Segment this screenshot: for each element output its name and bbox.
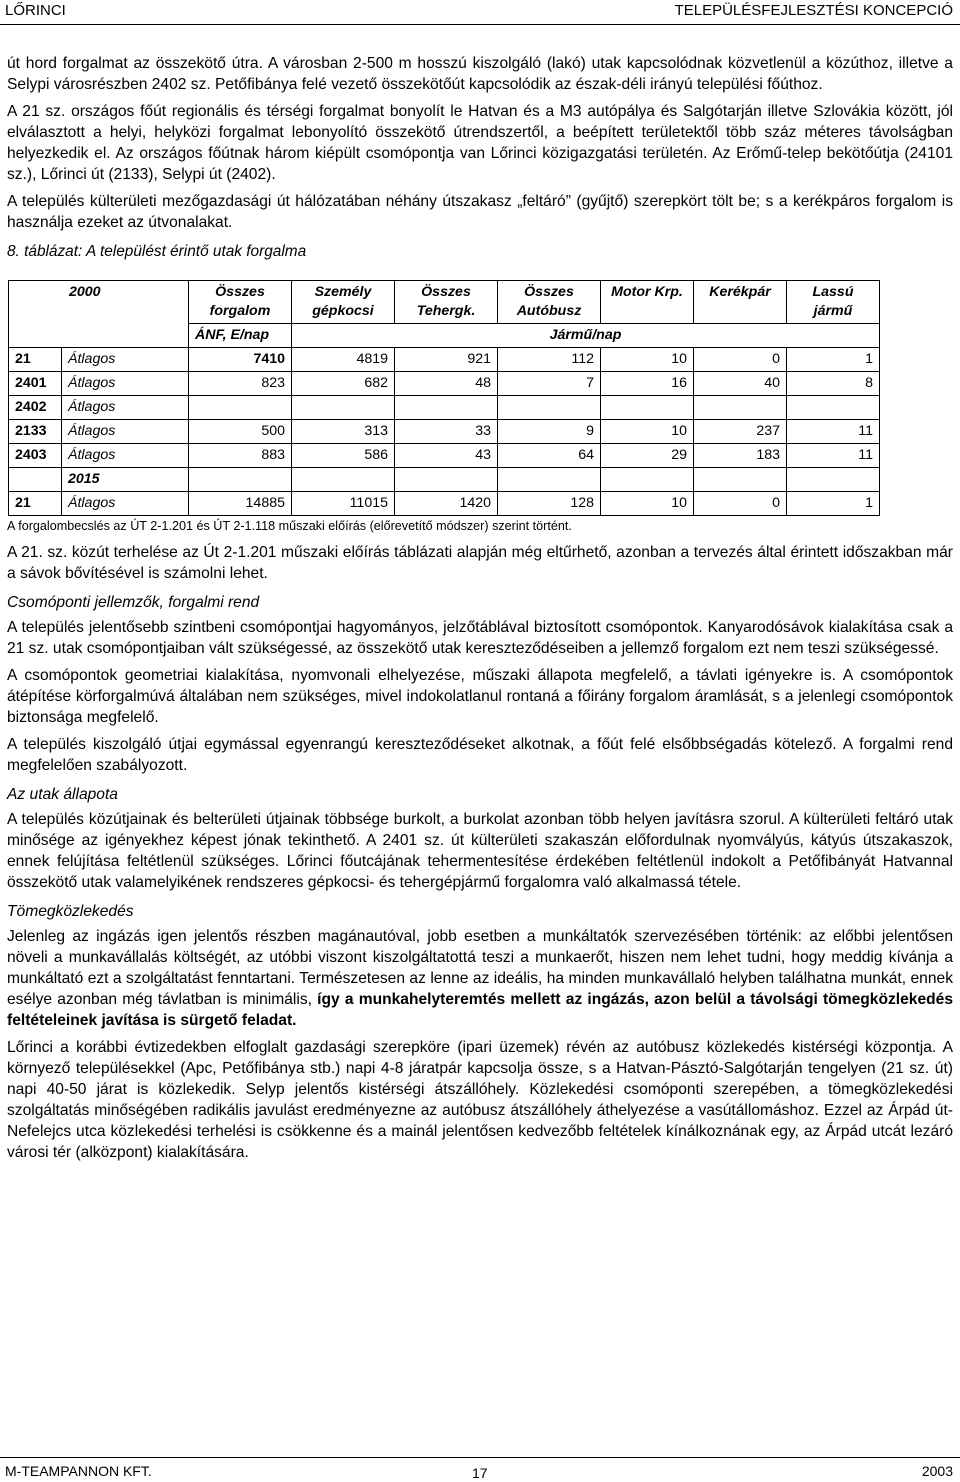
cell-value: 112 xyxy=(498,348,601,372)
road-condition-paragraph: A település közútjainak és belterületi útjainak többsége burkolt, a burkolat azonban több helyen javításra szorul. A külterületi feltáró utak minősége az igényekhez képest jónak tekinthető. A 2401 sz. út külterületi szakaszán előfordulnak nyomvályús, kátyús útszakaszok, ennek felújítása feltétlenül szükséges. Lőrinci főutcájának tehermentesítése érdekében feltétlenül indokolt a Petőfibányát Hatvannal összekötő utak valamelyikének rendszeres gépkocsi- és tehergépjármű forgalomra való alkalmassá tétele. xyxy=(7,811,953,891)
col-car: Személy gépkocsi xyxy=(292,281,395,324)
unit-vehicle: Jármű/nap xyxy=(292,324,880,348)
cell-value: 313 xyxy=(292,420,395,444)
road-number: 2403 xyxy=(9,444,62,468)
road-number: 2133 xyxy=(9,420,62,444)
table-row xyxy=(9,492,880,516)
cell-value: 11 xyxy=(787,444,880,468)
cell-value: 128 xyxy=(498,492,601,516)
cell-value xyxy=(694,396,787,420)
junctions-paragraph-2: A csomópontok geometriai kialakítása, nyomvonali elhelyezése, műszaki állapota megfelelő, a távlati igényekre is. A csomópontok átépítése körforgalmúvá általában nem szükséges, mivel indokolatlanul rontaná a főirány forgalom áramlását, s a jelenlegi csomópontok biztonsága megfelelő. xyxy=(7,667,953,726)
cell-value: 40 xyxy=(694,372,787,396)
cell-value: 10 xyxy=(601,420,694,444)
col-total: Összes forgalom xyxy=(189,281,292,324)
col-slow: Lassú jármű xyxy=(787,281,880,324)
intro-paragraph: út hord forgalmat az összekötő útra. A városban 2-500 m hosszú kiszolgáló (lakó) utak kapcsolódnak közvetlenül a közúthoz, illetve a Selypi városrészben 2402 sz. Petőfibánya felé vezető összekötőút kapcsolódik az észak-déli irányú települési főúthoz. xyxy=(7,55,953,93)
footer-company: M-TEAMPANNON KFT. xyxy=(5,1463,152,1479)
cell-value: 7410 xyxy=(189,348,292,372)
section-title-public-transport: Tömegközlekedés xyxy=(7,903,134,920)
cell-value: 11 xyxy=(787,420,880,444)
traffic-type: Átlagos xyxy=(62,396,189,420)
cell-value: 33 xyxy=(395,420,498,444)
col-motor: Motor Krp. xyxy=(601,281,694,324)
traffic-type: Átlagos xyxy=(62,420,189,444)
cell-value: 682 xyxy=(292,372,395,396)
footer-page-number: 17 xyxy=(472,1465,488,1481)
cell-value: 64 xyxy=(498,444,601,468)
road-load-paragraph: A 21. sz. közút terhelése az Út 2-1.201 műszaki előírás táblázati alapján még eltűrhető, azonban a tervezés által érintett időszakban már a sávok bővítésével is számolni lehet. xyxy=(7,544,953,582)
cell-value: 823 xyxy=(189,372,292,396)
road-number: 2401 xyxy=(9,372,62,396)
header-year-2000: 2000 xyxy=(9,281,189,348)
cell-value xyxy=(395,396,498,420)
public-transport-text: Jelenleg az ingázás igen jelentős részben magánautóval, jobb esetben a munkáltatók szervezésében történik: az előbbi jelentősen növeli a munkavállalás költségét, az utóbbi viszont kiszolgáltatottá teszi a munkaerőt, hiszen nem lehet tudni, hogy meddig kívánja a munkáltató ezt a szolgáltatást fenntartani. Természetesen az lenne az ideális, ha minden munkavállaló helyben találhatna munkát, ennek esélye azonban még távlatban is minimális, xyxy=(7,928,953,1008)
section-title-road-condition: Az utak állapota xyxy=(7,786,118,803)
table-caption: 8. táblázat: A települést érintő utak forgalma xyxy=(7,243,307,260)
cell-value: 8 xyxy=(787,372,880,396)
traffic-type: Átlagos xyxy=(62,348,189,372)
table-year-row xyxy=(9,468,880,492)
cell-value xyxy=(601,396,694,420)
cell-value: 586 xyxy=(292,444,395,468)
cell-value: 921 xyxy=(395,348,498,372)
cell-value: 883 xyxy=(189,444,292,468)
cell-value: 7 xyxy=(498,372,601,396)
cell-value: 4819 xyxy=(292,348,395,372)
table-footnote: A forgalombecslés az ÚT 2-1.201 és ÚT 2-1.118 műszaki előírás (előrevetítő módszer) szerint történt. xyxy=(7,519,572,533)
public-transport-paragraph-2: Lőrinci a korábbi évtizedekben elfoglalt gazdasági szerepköre (ipari üzemek) révén az autóbusz közlekedés kistérségi központja. A környező településekkel (Apc, Petőfibánya stb.) napi 4-8 járatpár kapcsolja össze, s a Hatvan-Pásztó-Salgótarján tengelyen (21 sz. út) napi 40-50 járat is közlekedik. Selyp jelentős kistérségi átszállóhely. Közlekedési csomóponti szerepében, a tömegközlekedési szolgáltatás minőségében radikális javulást eredményezne az autóbusz átszállóhely áthelyezése a vasútállomáshoz. Ezzel az Árpád út-Nefelejcs utca közlekedési terhelési is csökkenne és a mainál jelentősen kedvezőbb feltételek kínálkoznának egy, az Árpád utcát lezáró városi tér (alközpont) kialakítására. xyxy=(7,1039,953,1161)
page-footer xyxy=(0,1457,960,1482)
table-header-row xyxy=(9,281,880,324)
col-bus: Összes Autóbusz xyxy=(498,281,601,324)
road-number: 21 xyxy=(9,492,62,516)
table-row xyxy=(9,396,880,420)
unit-anf: ÁNF, E/nap xyxy=(189,324,292,348)
road-21-paragraph: A 21 sz. országos főút regionális és térségi forgalmat bonyolít le Hatvan és a M3 autópálya és Salgótarján illetve Szlovákia között, jól elválasztott a helyi, helyközi forgalmat lebonyolító összekötő útrendszertől, a beépített területektől több száz méteres távolságban helyezkedik el. Az országos főútnak három kiépült csomópontja van Lőrinci közigazgatási területén. Az Erőmű-telep bekötőútja (24101 sz.), Lőrinci út (2133), Selypi út (2402). xyxy=(7,103,953,183)
traffic-table xyxy=(8,280,880,516)
cell-value: 500 xyxy=(189,420,292,444)
cell-value: 48 xyxy=(395,372,498,396)
cell-value: 10 xyxy=(601,492,694,516)
cell-value: 1 xyxy=(787,348,880,372)
cell-value xyxy=(787,396,880,420)
cell-value xyxy=(498,396,601,420)
cell-value: 29 xyxy=(601,444,694,468)
cell-value: 43 xyxy=(395,444,498,468)
table-row xyxy=(9,348,880,372)
junctions-paragraph-3: A település kiszolgáló útjai egymással egyenrangú kereszteződéseket alkotnak, a főút felé elsőbbségadás kötelező. A forgalmi rend megfelelően szabályozott. xyxy=(7,736,953,774)
junctions-paragraph-1: A település jelentősebb szintbeni csomópontjai hagyományos, jelzőtáblával biztosított csomópontok. Kanyarodósávok kialakítása csak a 21 sz. utak csomópontjaiban vált szükségessé, az összekötő utak kereszteződéseiben a jellemző forgalom ezt nem teszi szükségessé. xyxy=(7,619,953,657)
cell-value: 237 xyxy=(694,420,787,444)
cell-value: 183 xyxy=(694,444,787,468)
col-bicycle: Kerékpár xyxy=(694,281,787,324)
table-row xyxy=(9,420,880,444)
road-number: 2402 xyxy=(9,396,62,420)
col-truck: Összes Tehergk. xyxy=(395,281,498,324)
cell-value: 11015 xyxy=(292,492,395,516)
table-row xyxy=(9,444,880,468)
cell-value xyxy=(189,396,292,420)
year-2015-label: 2015 xyxy=(62,468,189,492)
cell-value: 0 xyxy=(694,348,787,372)
cell-value xyxy=(292,396,395,420)
cell-value: 9 xyxy=(498,420,601,444)
cell-value: 16 xyxy=(601,372,694,396)
traffic-type: Átlagos xyxy=(62,492,189,516)
section-title-junctions: Csomóponti jellemzők, forgalmi rend xyxy=(7,594,260,611)
header-left-title: LŐRINCI xyxy=(5,2,66,19)
traffic-type: Átlagos xyxy=(62,372,189,396)
public-transport-paragraph-1 xyxy=(7,926,953,1031)
page-content xyxy=(7,53,953,1171)
external-roads-paragraph: A település külterületi mezőgazdasági út hálózatában néhány útszakasz „feltáró” (gyűjtő) szerepkört tölt be; s a kerékpáros forgalom is használja ezeket az útvonalakat. xyxy=(7,193,953,231)
footer-year: 2003 xyxy=(921,1463,953,1479)
cell-value: 14885 xyxy=(189,492,292,516)
cell-value: 1 xyxy=(787,492,880,516)
traffic-type: Átlagos xyxy=(62,444,189,468)
public-transport-emphasis: így a munkahelyteremtés mellett az ingázás, azon belül a távolsági tömegközlekedés feltételeinek javítása is sürgető feladat. xyxy=(7,991,953,1029)
cell-value: 0 xyxy=(694,492,787,516)
page-header xyxy=(0,0,960,25)
table-row xyxy=(9,372,880,396)
cell-value: 1420 xyxy=(395,492,498,516)
header-right-title: TELEPÜLÉSFEJLESZTÉSI KONCEPCIÓ xyxy=(674,2,953,19)
cell-value: 10 xyxy=(601,348,694,372)
road-number: 21 xyxy=(9,348,62,372)
